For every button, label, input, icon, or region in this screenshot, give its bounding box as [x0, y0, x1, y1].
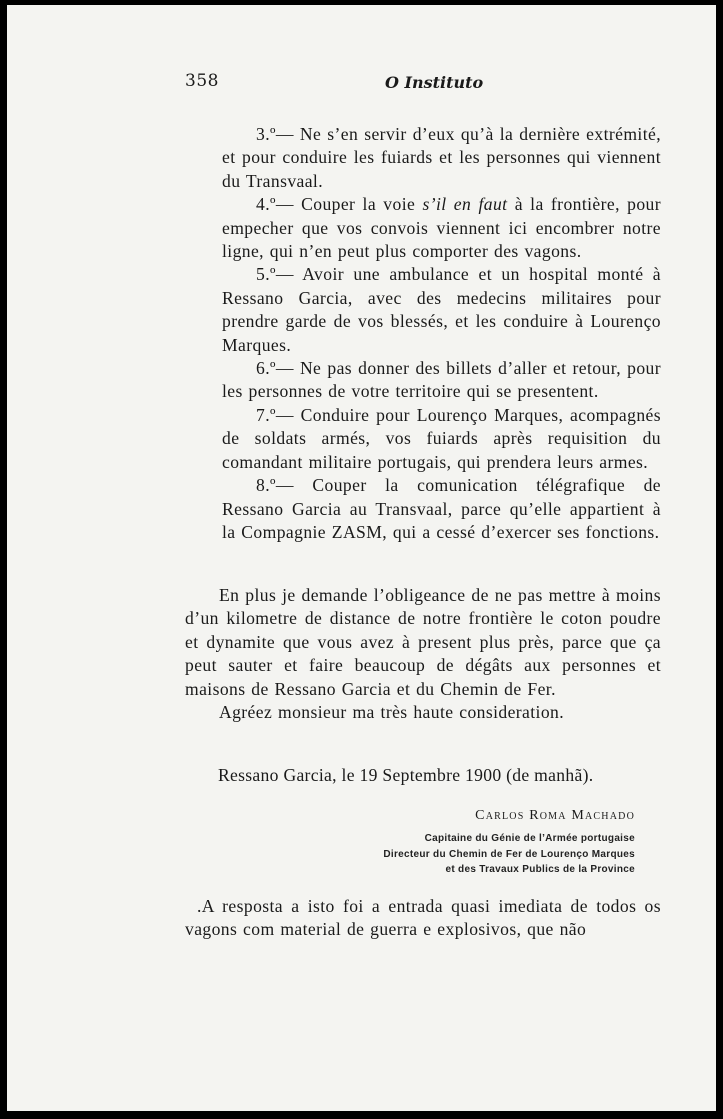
numbered-list: [222, 123, 661, 544]
list-item: [222, 404, 661, 474]
signature-title-line: Directeur du Chemin de Fer de Lourenço Marques: [383, 848, 635, 860]
item-text: — Couper la voie: [275, 194, 423, 215]
item-text: — Conduire pour Lourenço Marques, acompagnés de soldats armés, vos fuiards après requisition du comandant militaire portugais, qui prendera leurs armes.: [222, 404, 661, 472]
signature-name: Carlos Roma Machado: [475, 808, 635, 823]
closing-block: [185, 895, 661, 942]
item-number: 6.º: [256, 358, 276, 379]
item-text: — Avoir une ambulance et un hospital monté à Ressano Garcia, avec des medecins militaires pour prendre garde de vos blessés, et les conduire à Lourenço Marques.: [222, 264, 661, 355]
request-block: [185, 584, 661, 724]
signature-title: [383, 831, 635, 878]
signature-title-line: et des Travaux Publics de la Province: [445, 864, 635, 875]
running-title: O Instituto: [385, 73, 484, 92]
dateline: Ressano Garcia, le 19 Septembre 1900 (de manhã).: [218, 765, 594, 785]
item-text: — Ne pas donner des billets d’aller et retour, pour les personnes de votre territoire qui se presentent.: [222, 358, 661, 402]
closing-paragraph: .A resposta a isto foi a entrada quasi imediata de todos os vagons com material de guerra e explosivos, que não: [185, 896, 661, 940]
item-text: — Ne s’en servir d’eux qu’à la dernière extrémité, et pour conduire les fuiards et les personnes qui viennent du Transvaal.: [222, 124, 661, 191]
item-number: 5.º: [256, 264, 276, 285]
item-number: 7.º: [256, 404, 276, 425]
item-text: — Couper la comunication télégrafique de Ressano Garcia au Transvaal, parce qu’elle appartient à la Compagnie ZASM, qui a cessé d’exercer ses fonctions.: [222, 475, 661, 542]
request-paragraph: En plus je demande l’obligeance de ne pas mettre à moins d’un kilometre de distance de notre frontière le coton poudre et dynamite que vous avez à present plus près, parce que ça peut sauter et faire beaucoup de dégâts aux personnes et maisons de Ressano Garcia et du Chemin de Fer.: [185, 585, 661, 699]
list-item: [222, 263, 661, 357]
list-item: [222, 123, 661, 193]
item-text-emphasis: s’il en faut: [422, 194, 508, 215]
item-number: 4.º: [256, 194, 276, 215]
greeting: Agréez monsieur ma très haute consideration.: [219, 702, 565, 723]
item-number: 8.º: [256, 475, 276, 496]
item-text: à la frontière, pour empecher que vos convois viennent ici encombrer notre ligne, qui n’en peut plus comporter des vagons.: [222, 194, 661, 262]
list-item: [222, 474, 661, 544]
signature-title-line: Capitaine du Génie de l’Armée portugaise: [424, 833, 635, 844]
item-number: 3.º: [256, 124, 276, 144]
list-item: [222, 357, 661, 404]
document-page: [7, 5, 716, 1111]
list-item: [222, 193, 661, 263]
page-number: 358: [185, 71, 219, 91]
